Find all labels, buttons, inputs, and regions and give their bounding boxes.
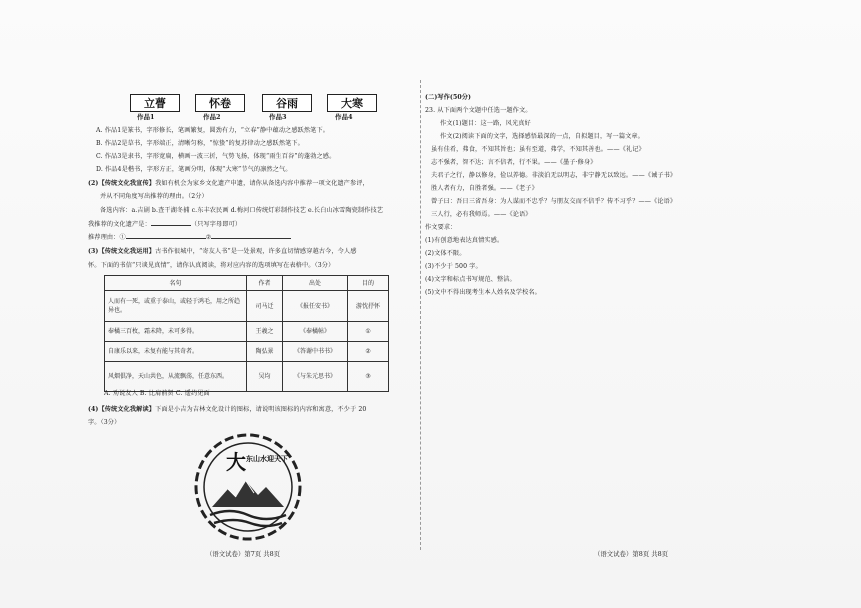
requirement-1: (1)有创意地表达真情实感。 xyxy=(425,237,504,244)
table-row xyxy=(105,291,389,322)
reason-blank-2[interactable] xyxy=(211,238,291,239)
work-caption-4: 作品4 xyxy=(335,113,353,121)
left-footer: （语文试卷）第7页 共8页 xyxy=(206,550,281,558)
emblem-big-char: 大 xyxy=(226,450,246,474)
emblem-slogan: 东山水迎天下 xyxy=(246,454,288,463)
table-header-row xyxy=(105,276,389,291)
q3-line2: 怀。下面的书信“只谈见真情”，请你认真阅读，将对应内容的选项填写在表格中。（3分） xyxy=(88,262,335,269)
requirement-4: (4)文字和标点书写规范、整洁。 xyxy=(425,276,516,283)
q4-line1: (4)【传统文化我解读】下面是小吉为吉林文化设计的图标，请说明该图标的内容和寓意，不少于 20 xyxy=(88,406,367,413)
reason-blank-1[interactable] xyxy=(126,238,206,239)
cell-aim[interactable]: ② xyxy=(348,342,389,362)
river-icon xyxy=(210,511,286,526)
q3-choices: A. 劝说友人 B. 比肩前贤 C. 遥约见面 xyxy=(104,390,210,397)
pick-blank[interactable] xyxy=(151,225,191,226)
header-author: 作者 xyxy=(246,276,282,291)
cell-quote: 人而有一死，或重于泰山，或轻于鸿毛，用之所趋异也。 xyxy=(105,291,247,322)
cell-aim[interactable]: ③ xyxy=(348,362,389,392)
cell-author: 吴均 xyxy=(246,362,282,392)
cell-quote: 风烟俱净，天山共色，从流飘荡，任意东西。 xyxy=(105,362,247,392)
writing-section-title: (二)写作(50分) xyxy=(425,94,472,101)
option-b: B. 作品2是草书，字形端正，清晰匀称，“惊蛰”的复苏律动之感跃然笔下。 xyxy=(96,140,304,147)
requirement-2: (2)文体不限。 xyxy=(425,250,466,257)
q23-title: 23. 从下面两个文题中任选一题作文。 xyxy=(425,107,532,114)
work-caption-3: 作品3 xyxy=(269,113,287,121)
header-source: 出处 xyxy=(283,276,348,291)
requirement-5: (5)文中不得出现考生本人姓名及学校名。 xyxy=(425,289,541,296)
page-divider xyxy=(420,80,421,550)
work-caption-2: 作品2 xyxy=(203,113,221,121)
quote-6: 三人行，必有我师焉。——《论语》 xyxy=(431,211,532,218)
calligraphy-work-2: 怀卷 xyxy=(195,94,245,112)
cell-source: 《报任安书》 xyxy=(283,291,348,322)
q2-candidates: 备选内容：a.吉剧 b.查干湖冬捕 c.东丰农民画 d.梅河口传统灯彩制作技艺 e.长白山冰雪陶瓷制作技艺 xyxy=(100,207,384,214)
calligraphy-work-1: 立瞢 xyxy=(130,94,180,112)
q2-line1: (2)【传统文化我宣传】我如有机会为家乡文化遗产申遗，请你从备选内容中推荐一项文化遗产参评， xyxy=(88,180,369,187)
option-d: D. 作品4是楷书，字形方正，笔画分明，体现“大寒”节气的凛然之气。 xyxy=(96,166,292,173)
q4-line2: 字。（3分） xyxy=(88,419,121,426)
quote-5: 曾子曰：吾日三省吾身：为人谋而不忠乎？与朋友交而不信乎？传不习乎？——《论语》 xyxy=(431,198,677,205)
q2-pick: 我推荐的文化遗产是： （只写字母即可） xyxy=(88,221,242,228)
cell-quote: 奉橘三百枚，霜未降，未可多得。 xyxy=(105,322,247,342)
requirements-title: 作文要求： xyxy=(425,224,457,231)
jilin-culture-emblem xyxy=(184,427,312,545)
quote-2: 志不强者，智不达；言不信者，行不果。——《墨子·修身》 xyxy=(431,159,597,166)
quote-4: 胜人者有力，自胜者强。——《老子》 xyxy=(431,185,538,192)
q2-line2: 并从不同角度写出推荐的理由。（2分） xyxy=(100,193,208,200)
cell-aim: 游忱抒怀 xyxy=(348,291,389,322)
calligraphy-work-4: 大寒 xyxy=(327,94,377,112)
topic-1: 作文(1)题目：这一路，风光真好 xyxy=(440,120,531,127)
header-aim: 目的 xyxy=(348,276,389,291)
topic-2: 作文(2)阅读下面的文字，选择感悟最深的一点，自拟题目，写一篇文章。 xyxy=(440,133,644,140)
quote-3: 夫君子之行，静以修身，俭以养德。非淡泊无以明志，非宁静无以致远。——《诫子书》 xyxy=(431,172,677,179)
q2-reason: 推荐理由：① ② xyxy=(88,233,291,242)
cell-source: 《奉橘帖》 xyxy=(283,322,348,342)
table-row xyxy=(105,322,389,342)
cell-quote: 自康乐以来，未复有能与其奇者。 xyxy=(105,342,247,362)
cell-author: 司马迁 xyxy=(246,291,282,322)
work-caption-1: 作品1 xyxy=(137,113,155,121)
cell-source: 《与朱元思书》 xyxy=(283,362,348,392)
right-footer: （语文试卷）第8页 共8页 xyxy=(594,550,669,558)
option-a: A. 作品1是篆书，字形修长，笔画繁复，圆劲有力，“立春”静中蕴动之感跃然笔下。 xyxy=(96,127,330,134)
header-quote: 名句 xyxy=(105,276,247,291)
cell-aim[interactable]: ① xyxy=(348,322,389,342)
letters-table xyxy=(104,275,389,392)
mountain-icon xyxy=(212,481,284,507)
cell-source: 《答谢中书书》 xyxy=(283,342,348,362)
cell-author: 王羲之 xyxy=(246,322,282,342)
cell-author: 陶弘景 xyxy=(246,342,282,362)
quote-1: 虽有佳肴，弗食，不知其旨也；虽有至道，弗学，不知其善也。——《礼记》 xyxy=(431,146,645,153)
table-row xyxy=(105,342,389,362)
table-row xyxy=(105,362,389,392)
calligraphy-work-3: 谷雨 xyxy=(262,94,312,112)
q3-line1: (3)【传统文化我运用】古书作很城中，“寄友人书”是一处景观，许多直切情感穿越古今，令人感 xyxy=(88,248,357,255)
option-c: C. 作品3是隶书，字形宽扁，横画一波三折，气势飞扬，体现“雨生百谷”的蓬勃之感。 xyxy=(96,153,336,160)
requirement-3: (3)不少于 500 字。 xyxy=(425,263,482,270)
